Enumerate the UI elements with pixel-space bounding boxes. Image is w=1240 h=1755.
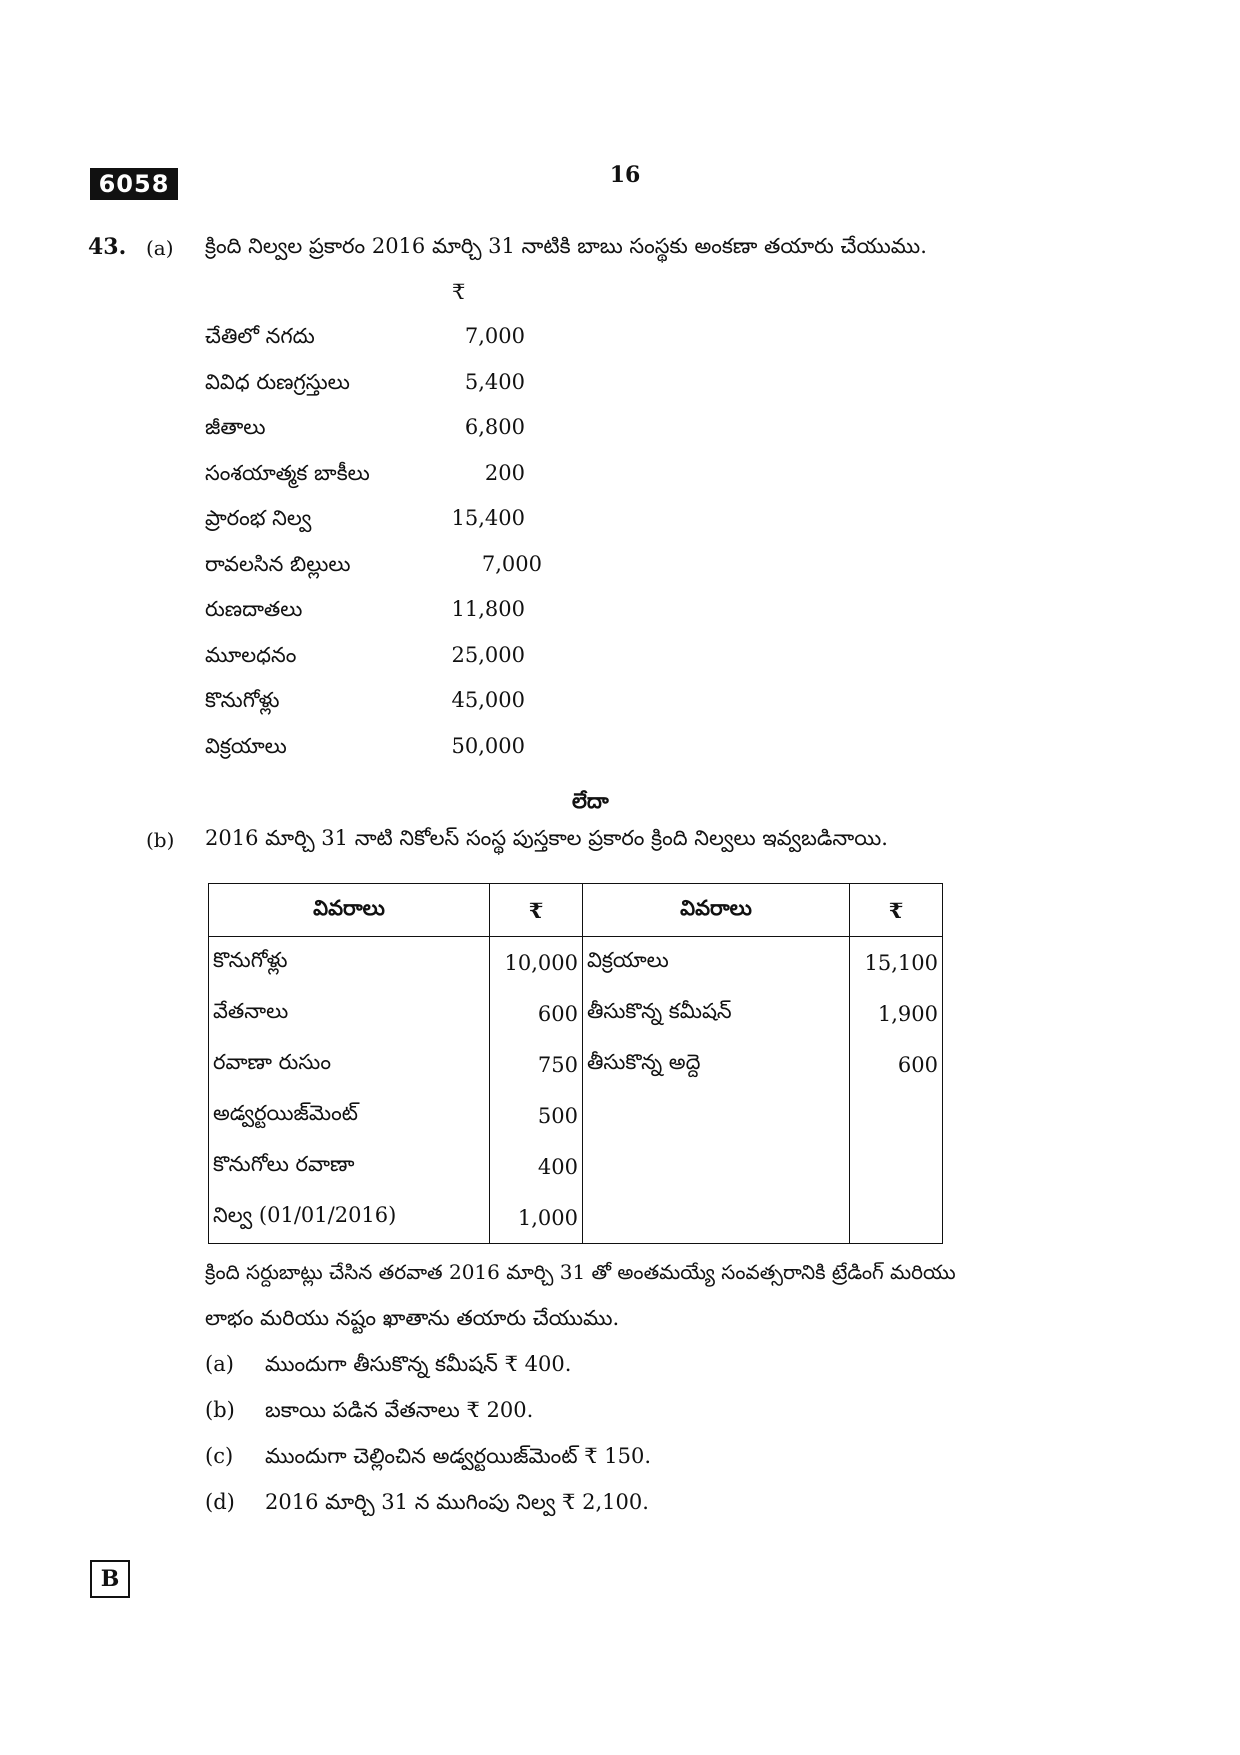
- balance-amount: 7,000: [464, 324, 525, 348]
- balance-label: సంశయాత్మక బాకీలు: [205, 461, 370, 485]
- trial-balance-table: [208, 883, 943, 1244]
- table-cell: [850, 1090, 943, 1141]
- table-header-row: [209, 884, 943, 937]
- balance-amount: 11,800: [451, 597, 525, 621]
- table-cell: 600: [490, 988, 583, 1039]
- table-row: [209, 1192, 943, 1244]
- table-cell: రవాణా రుసుం: [209, 1039, 490, 1090]
- table-cell: తీసుకొన్న కమీషన్: [583, 988, 850, 1039]
- or-separator: లేదా: [572, 788, 609, 813]
- table-cell: [583, 1192, 850, 1244]
- column-header: ₹: [850, 884, 943, 937]
- adjustment-item: [205, 1352, 571, 1382]
- balance-amount: 25,000: [451, 643, 525, 667]
- column-header: ₹: [490, 884, 583, 937]
- balance-row: [205, 324, 605, 364]
- balance-row: [205, 370, 605, 410]
- adjustment-text: 2016 మార్చి 31 న ముగింపు నిల్వ ₹ 2,100.: [265, 1490, 649, 1514]
- balance-label: చేతిలో నగదు: [205, 324, 315, 348]
- adjustment-item: [205, 1398, 533, 1428]
- balance-row: [205, 688, 605, 728]
- table-cell: కొనుగోలు రవాణా: [209, 1141, 490, 1192]
- balance-label: కొనుగోళ్లు: [205, 688, 280, 712]
- part-b-label: (b): [146, 828, 175, 852]
- table-cell: నిల్వ (01/01/2016): [209, 1192, 490, 1244]
- table-cell: విక్రయాలు: [583, 937, 850, 989]
- adjustment-instruction-line-1: క్రింది సర్దుబాట్లు చేసిన తరవాత 2016 మార్చి 31 తో అంతమయ్యే సంవత్సరానికి ట్రేడింగ్ మరియు: [205, 1260, 956, 1284]
- balance-label: విక్రయాలు: [205, 734, 287, 758]
- part-b-instruction: 2016 మార్చి 31 నాటి నికోలస్ సంస్థ పుస్తకాల ప్రకారం క్రింది నిల్వలు ఇవ్వబడినాయి.: [205, 826, 888, 850]
- table-cell: 750: [490, 1039, 583, 1090]
- table-row: [209, 937, 943, 989]
- adjustment-key: (c): [205, 1444, 234, 1468]
- table-cell: కొనుగోళ్లు: [209, 937, 490, 989]
- balance-label: రుణదాతలు: [205, 597, 303, 621]
- table-cell: [850, 1192, 943, 1244]
- table-cell: 15,100: [850, 937, 943, 989]
- table-row: [209, 1090, 943, 1141]
- question-number: 43.: [88, 234, 127, 260]
- table-row: [209, 1141, 943, 1192]
- column-header: వివరాలు: [583, 884, 850, 937]
- table-cell: 400: [490, 1141, 583, 1192]
- table-cell: [583, 1141, 850, 1192]
- balance-amount: 50,000: [451, 734, 525, 758]
- table-cell: అడ్వర్టయిజ్‌మెంట్: [209, 1090, 490, 1141]
- adjustment-text: ముందుగా చెల్లించిన అడ్వర్టయిజ్‌మెంట్ ₹ 150.: [265, 1444, 652, 1468]
- balance-amount: 5,400: [464, 370, 525, 394]
- balance-amount: 7,000: [481, 552, 542, 576]
- table-cell: 1,000: [490, 1192, 583, 1244]
- balance-row: [205, 597, 605, 637]
- balance-label: వివిధ రుణగ్రస్తులు: [205, 370, 350, 394]
- adjustment-item: [205, 1490, 649, 1520]
- balance-label: జీతాలు: [205, 415, 266, 439]
- adjustment-item: [205, 1444, 651, 1474]
- adjustment-instruction-line-2: లాభం మరియు నష్టం ఖాతాను తయారు చేయుము.: [205, 1306, 620, 1330]
- balance-amount: 45,000: [451, 688, 525, 712]
- balance-row: [205, 506, 605, 546]
- table-cell: [583, 1090, 850, 1141]
- table-cell: 10,000: [490, 937, 583, 989]
- table-row: [209, 1039, 943, 1090]
- balance-row: [205, 415, 605, 455]
- adjustment-key: (a): [205, 1352, 234, 1376]
- table-cell: తీసుకొన్న అద్దె: [583, 1039, 850, 1090]
- adjustment-key: (b): [205, 1398, 235, 1422]
- column-header: వివరాలు: [209, 884, 490, 937]
- balance-label: రావలసిన బిల్లులు: [205, 552, 351, 576]
- balance-amount: 200: [484, 461, 525, 485]
- balance-amount: 15,400: [451, 506, 525, 530]
- paper-code: 6058: [90, 168, 178, 200]
- balance-row: [205, 643, 605, 683]
- part-a-instruction: క్రింది నిల్వల ప్రకారం 2016 మార్చి 31 నాటికి బాబు సంస్థకు అంకణా తయారు చేయుము.: [205, 234, 927, 258]
- table-row: [209, 988, 943, 1039]
- balance-amount: 6,800: [464, 415, 525, 439]
- table-cell: 1,900: [850, 988, 943, 1039]
- currency-symbol: ₹: [452, 280, 466, 304]
- table-cell: వేతనాలు: [209, 988, 490, 1039]
- adjustment-text: ముందుగా తీసుకొన్న కమీషన్ ₹ 400.: [265, 1352, 572, 1376]
- balance-row: [205, 461, 605, 501]
- balance-label: ప్రారంభ నిల్వ: [205, 506, 312, 530]
- table-cell: 500: [490, 1090, 583, 1141]
- table-cell: [850, 1141, 943, 1192]
- balance-row: [205, 734, 605, 774]
- adjustment-key: (d): [205, 1490, 235, 1514]
- balance-row: [205, 552, 605, 592]
- part-a-label: (a): [146, 236, 174, 260]
- page-number: 16: [609, 162, 641, 188]
- adjustment-text: బకాయి పడిన వేతనాలు ₹ 200.: [265, 1398, 534, 1422]
- table-cell: 600: [850, 1039, 943, 1090]
- series-letter-box: B: [90, 1560, 130, 1598]
- balance-label: మూలధనం: [205, 643, 297, 667]
